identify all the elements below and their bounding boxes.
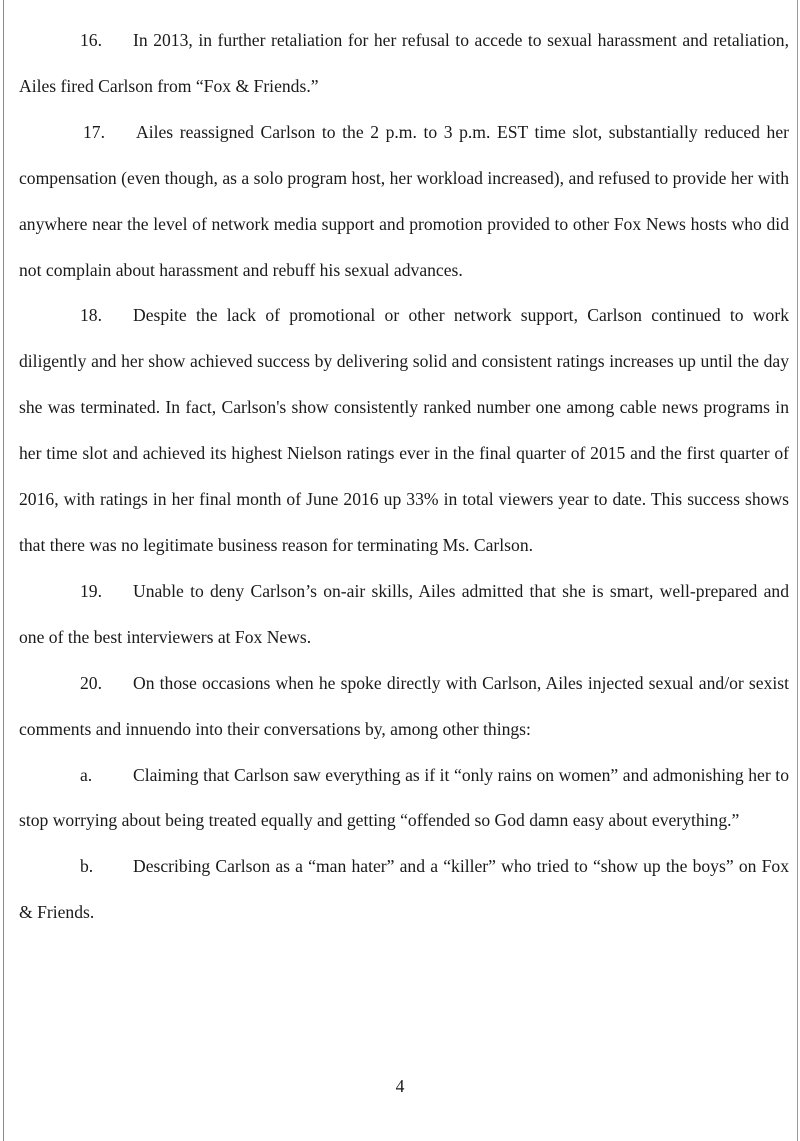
paragraph-number: 17. bbox=[83, 121, 105, 142]
subparagraph-b bbox=[19, 844, 789, 936]
subparagraph-letter: b. bbox=[80, 856, 94, 877]
paragraph-text: Unable to deny Carlson’s on-air skills, Ailes admitted that she is smart, well-prepared and one of the best interviewers at Fox News. bbox=[19, 580, 789, 647]
paragraph-number: 19. bbox=[80, 580, 102, 601]
paragraph-text: In 2013, in further retaliation for her refusal to accede to sexual harassment and retaliation, Ailes fired Carlson from “Fox & Friends.” bbox=[19, 30, 789, 96]
subparagraph-text: Describing Carlson as a “man hater” and a “killer” who tried to “show up the boys” on Fox & Friends. bbox=[19, 856, 789, 923]
paragraph-17 bbox=[19, 110, 789, 294]
paragraph-text: On those occasions when he spoke directly with Carlson, Ailes injected sexual and/or sexist comments and innuendo into their conversations by, among other things: bbox=[19, 672, 789, 739]
paragraph-19 bbox=[19, 569, 789, 661]
subparagraph-a bbox=[19, 753, 789, 845]
page-left-edge bbox=[3, 0, 4, 1141]
subparagraph-text: Claiming that Carlson saw everything as if it “only rains on women” and admonishing her to stop worrying about being treated equally and getting “offended so God damn easy about everything.” bbox=[19, 764, 789, 831]
paragraph-number: 16. bbox=[80, 30, 102, 50]
page-right-edge bbox=[797, 0, 798, 1141]
paragraph-16 bbox=[19, 18, 789, 110]
subparagraph-letter: a. bbox=[80, 764, 93, 785]
paragraph-text: Ailes reassigned Carlson to the 2 p.m. to 3 p.m. EST time slot, substantially reduced her compensation (even though, as a solo program host, her workload increased), and refused to provide her with anywhere near the level of network media support and promotion provided to other Fox News hosts who did not complain about harassment and rebuff his sexual advances. bbox=[19, 121, 789, 280]
page-number: 4 bbox=[395, 1076, 405, 1096]
paragraph-number: 18. bbox=[80, 305, 102, 326]
document-page bbox=[19, 18, 789, 936]
paragraph-18 bbox=[19, 293, 789, 568]
paragraph-text: Despite the lack of promotional or other network support, Carlson continued to work diligently and her show achieved success by delivering solid and consistent ratings increases up until the day she was terminated. In fact, Carlson's show consistently ranked number one among cable news programs in her time slot and achieved its highest Nielson ratings ever in the final quarter of 2015 and the first quarter of 2016, with ratings in her final month of June 2016 up 33% in total viewers year to date. This success shows that there was no legitimate business reason for terminating Ms. Carlson. bbox=[19, 305, 789, 555]
paragraph-20 bbox=[19, 661, 789, 753]
paragraph-number: 20. bbox=[80, 672, 102, 693]
